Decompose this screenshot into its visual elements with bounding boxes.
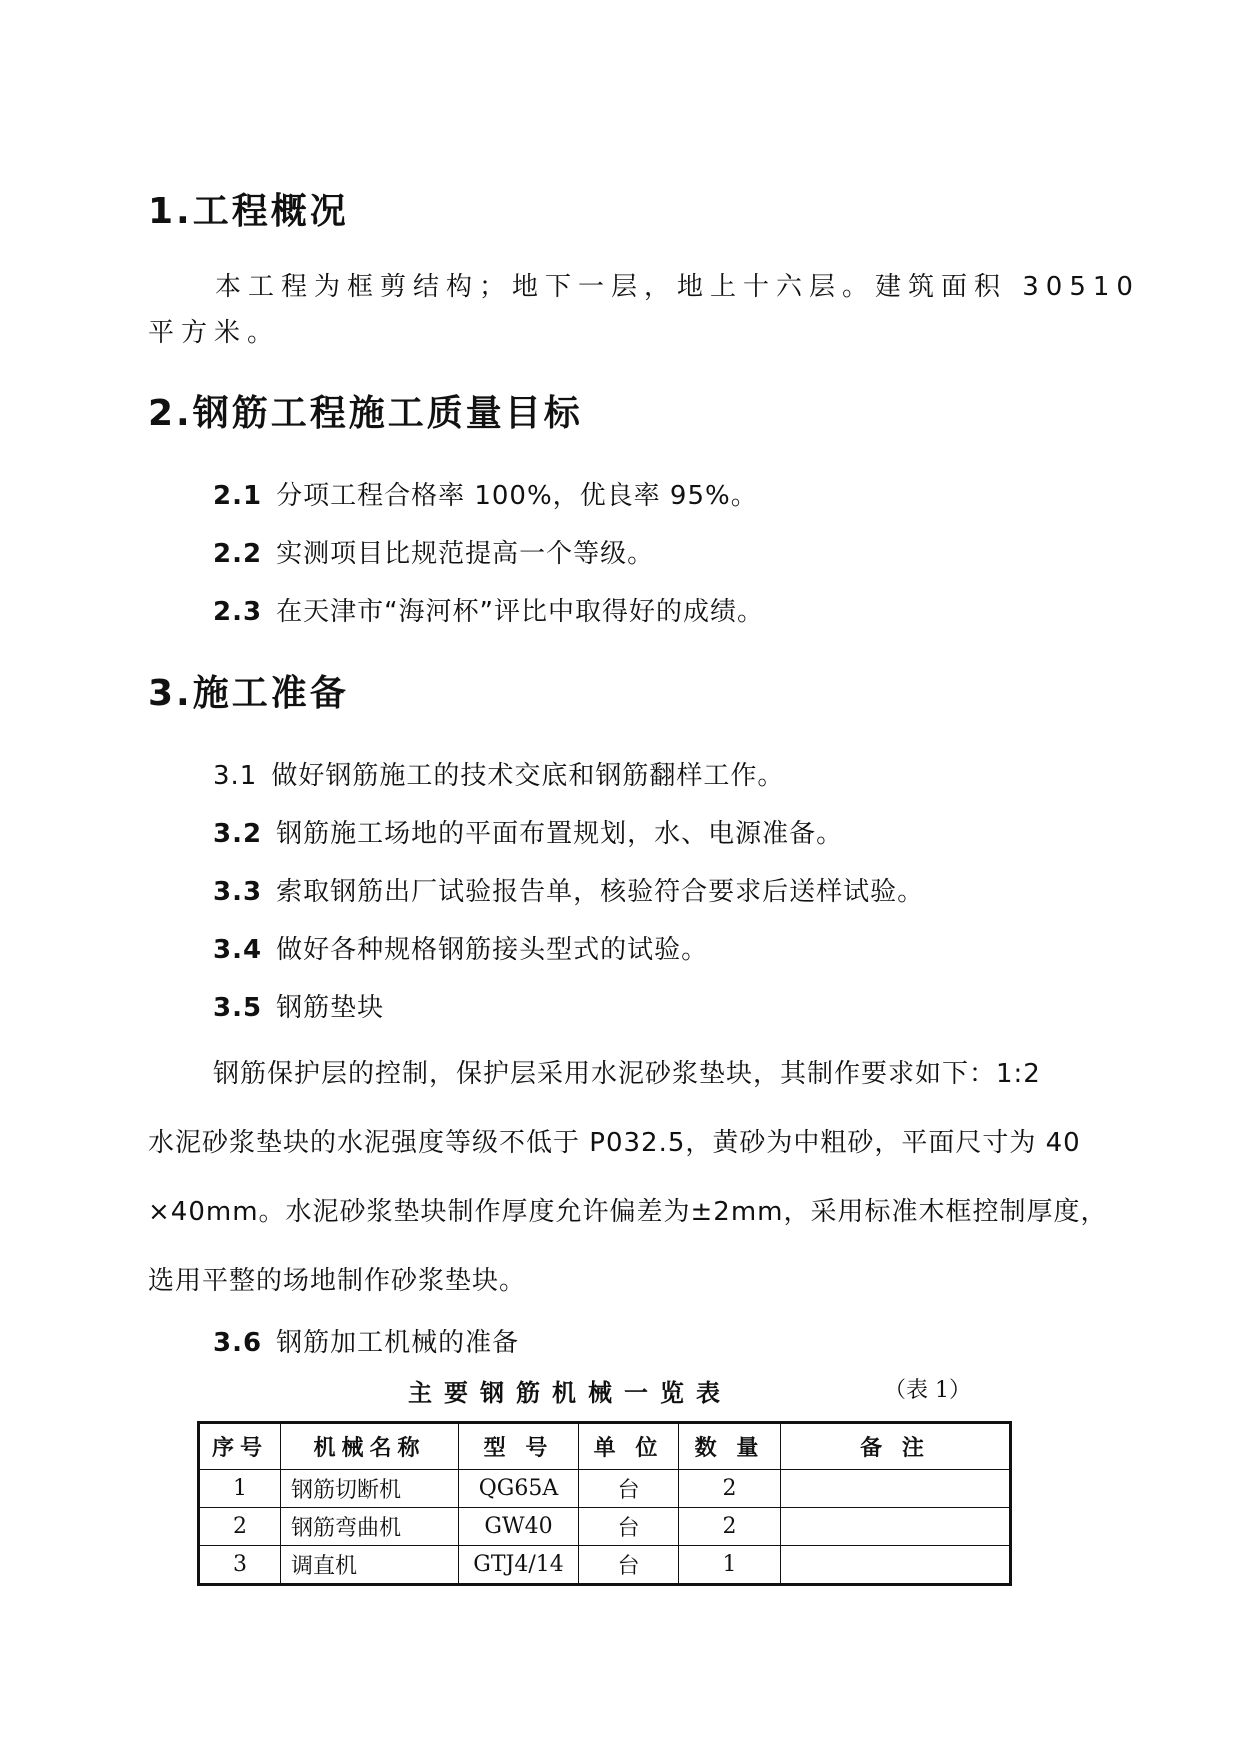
cell-unit: 台 [579, 1470, 679, 1508]
item-text: 钢筋加工机械的准备 [276, 1328, 520, 1358]
item-text: 实测项目比规范提高一个等级。 [276, 539, 655, 569]
cell-remarks [781, 1546, 1011, 1585]
list-item [213, 755, 784, 792]
item-text: 做好钢筋施工的技术交底和钢筋翻样工作。 [271, 761, 785, 791]
paragraph-line: 水泥砂浆垫块的水泥强度等级不低于 P032.5，黄砂为中粗砂，平面尺寸为 40 [148, 1128, 1081, 1158]
table-row [199, 1546, 1011, 1585]
item-text: 索取钢筋出厂试验报告单，核验符合要求后送样试验。 [276, 877, 925, 907]
table-note: （表 1） [884, 1378, 971, 1403]
item-text: 做好各种规格钢筋接头型式的试验。 [276, 935, 709, 965]
list-item [213, 475, 758, 512]
paragraph-line: 钢筋保护层的控制，保护层采用水泥砂浆垫块，其制作要求如下：1:2 [213, 1059, 1041, 1089]
list-item [213, 987, 384, 1024]
cell-index: 1 [199, 1470, 281, 1508]
cell-name: 调直机 [281, 1546, 459, 1585]
cell-name: 钢筋切断机 [281, 1470, 459, 1508]
header-unit: 单 位 [579, 1423, 679, 1470]
item-text: 分项工程合格率 100%，优良率 95%。 [276, 481, 758, 511]
cell-index: 2 [199, 1508, 281, 1546]
item-text: 在天津市“海河杯”评比中取得好的成绩。 [276, 597, 765, 627]
cell-quantity: 2 [679, 1508, 781, 1546]
item-number: 3.1 [213, 761, 258, 791]
table-header-row [199, 1423, 1011, 1470]
item-number: 3.3 [213, 877, 263, 907]
cell-model: GW40 [459, 1508, 579, 1546]
item-number: 2.3 [213, 597, 263, 627]
item-text: 钢筋施工场地的平面布置规划，水、电源准备。 [276, 819, 844, 849]
item-number: 2.1 [213, 481, 263, 511]
item-number: 3.2 [213, 819, 263, 849]
header-quantity: 数 量 [679, 1423, 781, 1470]
section-heading-3: 3.施工准备 [148, 673, 349, 714]
paragraph-line: ×40mm。水泥砂浆垫块制作厚度允许偏差为±2mm，采用标准木框控制厚度， [148, 1197, 1108, 1227]
cell-model: QG65A [459, 1470, 579, 1508]
list-item [213, 533, 654, 570]
machinery-table [197, 1421, 1012, 1586]
item-number: 3.5 [213, 993, 263, 1023]
overview-line-1: 本工程为框剪结构；地下一层，地上十六层。建筑面积 30510 [215, 272, 1140, 302]
table-row [199, 1470, 1011, 1508]
header-index: 序号 [199, 1423, 281, 1470]
header-remarks: 备 注 [781, 1423, 1011, 1470]
cell-quantity: 1 [679, 1546, 781, 1585]
list-item [213, 871, 924, 908]
item-text: 钢筋垫块 [276, 993, 385, 1023]
header-model: 型 号 [459, 1423, 579, 1470]
table-row [199, 1508, 1011, 1546]
cell-model: GTJ4/14 [459, 1546, 579, 1585]
table-title: 主要钢筋机械一览表 [408, 1379, 732, 1407]
item-number: 3.4 [213, 935, 263, 965]
header-name: 机械名称 [281, 1423, 459, 1470]
cell-remarks [781, 1470, 1011, 1508]
section-heading-1: 1.工程概况 [148, 191, 349, 232]
list-item [213, 1322, 519, 1359]
cell-unit: 台 [579, 1546, 679, 1585]
item-number: 3.6 [213, 1328, 263, 1358]
cell-index: 3 [199, 1546, 281, 1585]
list-item [213, 929, 708, 966]
cell-name: 钢筋弯曲机 [281, 1508, 459, 1546]
cell-quantity: 2 [679, 1470, 781, 1508]
overview-line-2: 平方米。 [148, 318, 281, 348]
section-heading-2: 2.钢筋工程施工质量目标 [148, 393, 583, 434]
cell-unit: 台 [579, 1508, 679, 1546]
paragraph-line: 选用平整的场地制作砂浆垫块。 [148, 1266, 527, 1296]
cell-remarks [781, 1508, 1011, 1546]
item-number: 2.2 [213, 539, 263, 569]
list-item [213, 813, 843, 850]
list-item [213, 591, 764, 628]
